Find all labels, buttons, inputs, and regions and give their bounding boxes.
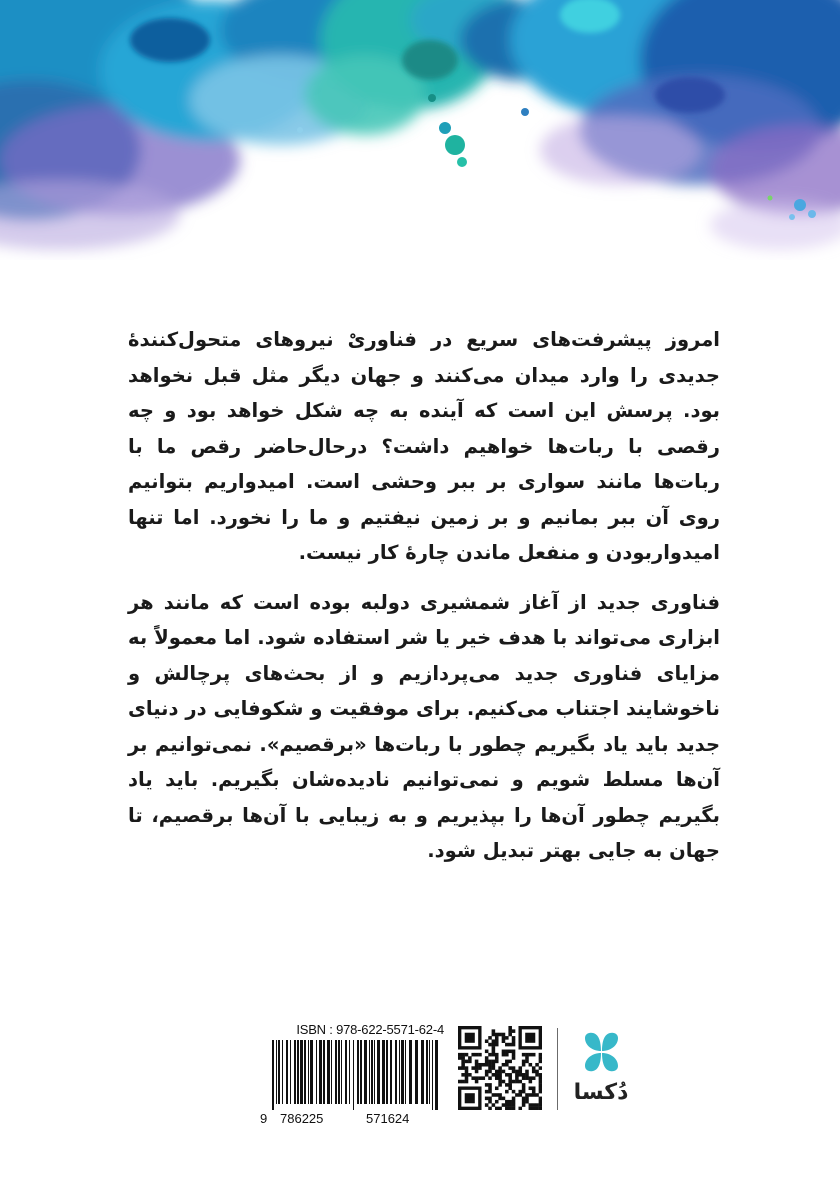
barcode-bars [262,1040,444,1110]
barcode-digit-group-2: 571624 [366,1111,410,1126]
barcode-digit-lead: 9 [260,1111,268,1126]
back-cover-blurb [128,322,720,883]
blurb-paragraph-1: امروز پیشرفت‌های سریع در فناوریْ نیروهای متحول‌کنندهٔ جدیدی را وارد میدان می‌کنند و جهان دیگر مثل قبل نخواهد بود. پرسش این است که آینده به چه شکل خواهد بود و چه رقصی با ربات‌ها خواهیم داشت؟ درحال‌حاضر رقص ما با ربات‌ها مانند سواری بر ببر وحشی است. امیدواریم بتوانیم روی آن ببر بمانیم و بر زمین نیفتیم و ما را نخورد. اما تنها امیدواربودن و منفعل ماندن چارهٔ کار نیست. [128,328,720,564]
blurb-paragraph-2: فناوری جدید از آغاز شمشیری دولبه بوده است که مانند هر ابزاری می‌تواند با هدف خیر یا شر استفاده شود. اما معمولاً به مزایای فناوری جدید می‌پردازیم و از بحث‌های پرچالش و ناخوشایند اجتناب می‌کنیم. برای موفقیت و شکوفایی در دنیای جدید باید یاد بگیریم چطور با ربات‌ها «برقصیم». نمی‌توانیم بر آن‌ها مسلط شویم و نمی‌توانیم نادیده‌شان بگیریم. باید یاد بگیریم چطور آن‌ها را بپذیریم و به زیبایی با آن‌ها برقصیم، تا جهان به جایی بهتر تبدیل شود. [128,590,720,862]
barcode-digit-group-1: 786225 [280,1111,324,1126]
publisher-name: دُکسا [573,1080,629,1105]
watercolor-header-decoration [0,0,840,260]
publisher-flower-logo [575,1026,627,1078]
isbn-label: ISBN : 978-622-5571-62-4 [296,1022,444,1037]
divider-line [557,1028,558,1110]
qr-code-icon [458,1026,542,1110]
isbn-barcode [262,1022,444,1134]
